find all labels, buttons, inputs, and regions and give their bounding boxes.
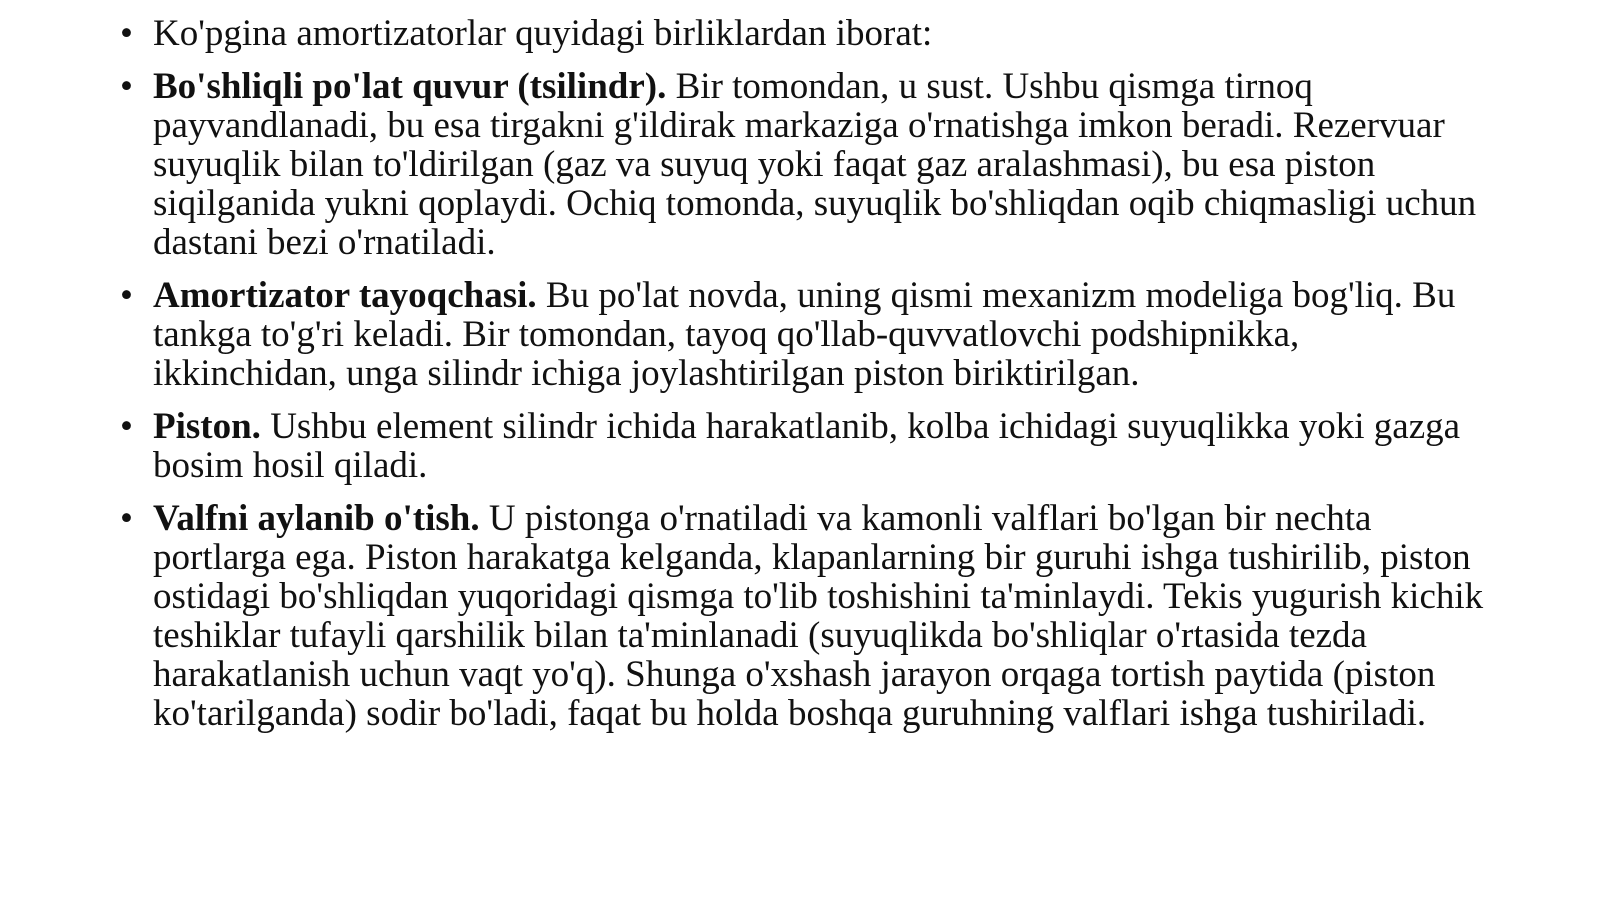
bullet-icon: • (120, 406, 133, 447)
list-item (120, 276, 1490, 393)
bullet-icon: • (120, 498, 133, 539)
bullet-list (120, 14, 1490, 747)
list-item (120, 14, 1490, 53)
item-term: Piston. (153, 406, 261, 447)
item-text: Bu po'lat novda, uning qismi mexanizm modeliga bog'liq. Bu tankga to'g'ri keladi. Bir tomondan, tayoq qo'llab-quvvatlovchi podshipnikka, ikkinchidan, unga silindr ichiga joylashtirilgan piston biriktirilgan. (153, 275, 1456, 394)
bullet-icon: • (120, 66, 133, 107)
item-text: Bir tomondan, u sust. Ushbu qismga tirnoq payvandlanadi, bu esa tirgakni g'ildirak markaziga o'rnatishga imkon beradi. Rezervuar suyuqlik bilan to'ldirilgan (gaz va suyuq yoki faqat gaz aralashmasi), bu esa piston siqilganida yukni qoplaydi. Ochiq tomonda, suyuqlik bo'shliqdan oqib chiqmasligi uchun dastani bezi o'rnatiladi. (153, 66, 1477, 263)
item-term: Valfni aylanib o'tish. (153, 498, 480, 539)
item-term: Amortizator tayoqchasi. (153, 275, 537, 316)
bullet-icon: • (120, 13, 133, 54)
item-text: U pistonga o'rnatiladi va kamonli valflari bo'lgan bir nechta portlarga ega. Piston harakatga kelganda, klapanlarning bir guruhi ishga tushirilib, piston ostidagi bo'shliqdan yuqoridagi qismga to'lib toshishini ta'minlaydi. Tekis yugurish kichik teshiklar tufayli qarshilik bilan ta'minlanadi (suyuqlikda bo'shliqlar o'rtasida tezda harakatlanish uchun vaqt yo'q). Shunga o'xshash jarayon orqaga tortish paytida (piston ko'tarilganda) sodir bo'ladi, faqat bu holda boshqa guruhning valflari ishga tushiriladi. (153, 498, 1484, 734)
item-term: Bo'shliqli po'lat quvur (tsilindr). (153, 66, 667, 107)
list-item (120, 407, 1490, 485)
list-item (120, 67, 1490, 262)
bullet-icon: • (120, 275, 133, 316)
list-item (120, 499, 1490, 733)
item-text: Ushbu element silindr ichida harakatlanib, kolba ichidagi suyuqlikka yoki gazga bosim hosil qiladi. (153, 406, 1461, 486)
item-text: Ko'pgina amortizatorlar quyidagi birliklardan iborat: (153, 13, 933, 54)
